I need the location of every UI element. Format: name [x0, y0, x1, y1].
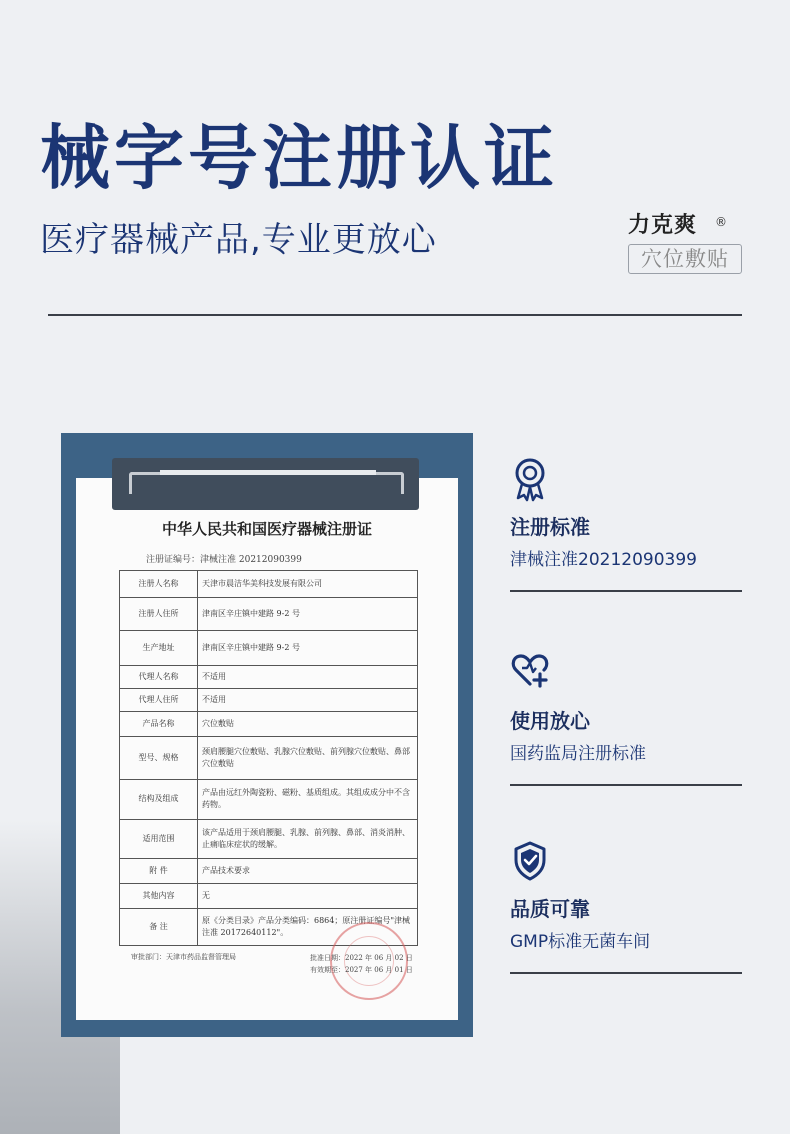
row-value: 不适用	[198, 689, 418, 712]
clip-ring	[129, 472, 404, 494]
row-key: 产品名称	[120, 711, 198, 736]
table-row	[120, 689, 418, 712]
row-key: 其他内容	[120, 883, 198, 908]
feature-divider	[510, 784, 742, 786]
certificate-title: 中华人民共和国医疗器械注册证	[161, 520, 372, 538]
certificate-number: 注册证编号：津械注准 20212090399	[146, 555, 302, 565]
row-value: 不适用	[198, 666, 418, 689]
feature-registration	[510, 456, 742, 592]
feature-desc: 津械注准20212090399	[510, 550, 697, 570]
row-key: 型号、规格	[120, 736, 198, 780]
brand-tagline: 穴位敷贴	[628, 244, 742, 274]
clip-bar	[160, 470, 376, 475]
row-key: 适用范围	[120, 819, 198, 858]
brand-name: 力克爽 ®	[628, 212, 742, 240]
feature-title: 品质可靠	[510, 897, 590, 921]
table-row	[120, 631, 418, 666]
heart-plus-icon	[510, 650, 550, 696]
feature-desc: GMP标准无菌车间	[510, 932, 651, 952]
certificate-table	[119, 570, 418, 946]
table-row	[120, 571, 418, 598]
row-value: 津南区辛庄镇中建路 9-2 号	[198, 631, 418, 666]
row-key: 备 注	[120, 908, 198, 945]
table-row	[120, 736, 418, 780]
row-key: 注册人住所	[120, 597, 198, 630]
feature-quality	[510, 840, 742, 974]
valid-until: 有效期至：2027 年 06 月 01 日	[310, 966, 413, 974]
row-value: 产品由远红外陶瓷粉、磁粉、基质组成。其组成成分中不含药物。	[198, 780, 418, 819]
brand-logo	[628, 212, 742, 274]
table-row	[120, 858, 418, 883]
page-subtitle: 医疗器械产品,专业更放心	[40, 220, 437, 260]
row-value: 穴位敷贴	[198, 711, 418, 736]
feature-divider	[510, 972, 742, 974]
feature-divider	[510, 590, 742, 592]
row-key: 结构及组成	[120, 780, 198, 819]
row-value: 无	[198, 883, 418, 908]
row-key: 生产地址	[120, 631, 198, 666]
table-row	[120, 711, 418, 736]
row-value: 津南区辛庄镇中建路 9-2 号	[198, 597, 418, 630]
table-row	[120, 819, 418, 858]
row-value: 该产品适用于颈肩腰腿、乳腺、前列腺、鼻部、消炎消肿、止痛临床症状的缓解。	[198, 819, 418, 858]
row-key: 代理人住所	[120, 689, 198, 712]
certificate-approver: 审批部门：天津市药品监督管理局	[131, 953, 236, 961]
row-key: 代理人名称	[120, 666, 198, 689]
table-row	[120, 666, 418, 689]
row-value: 原《分类目录》产品分类编码：6864；原注册证编号"津械注准 20172640112"。	[198, 908, 418, 945]
approve-date: 批准日期：2022 年 06 月 02 日	[310, 954, 413, 962]
feature-title: 注册标准	[510, 515, 590, 539]
feature-desc: 国药监局注册标准	[510, 744, 646, 764]
table-row	[120, 597, 418, 630]
certificate-dates	[310, 952, 413, 976]
table-row	[120, 780, 418, 819]
page-title: 械字号注册认证	[40, 117, 558, 199]
table-row	[120, 883, 418, 908]
row-key: 注册人名称	[120, 571, 198, 598]
award-ribbon-icon	[510, 456, 550, 502]
registered-mark: ®	[715, 215, 728, 229]
feature-assurance	[510, 650, 742, 786]
row-key: 附 件	[120, 858, 198, 883]
shield-check-icon	[510, 840, 550, 886]
header-divider	[48, 314, 742, 316]
feature-title: 使用放心	[510, 709, 590, 733]
row-value: 颈肩腰腿穴位敷贴、乳腺穴位敷贴、前列腺穴位敷贴、鼻部穴位敷贴	[198, 736, 418, 780]
row-value: 产品技术要求	[198, 858, 418, 883]
row-value: 天津市晨洁华美科技发展有限公司	[198, 571, 418, 598]
